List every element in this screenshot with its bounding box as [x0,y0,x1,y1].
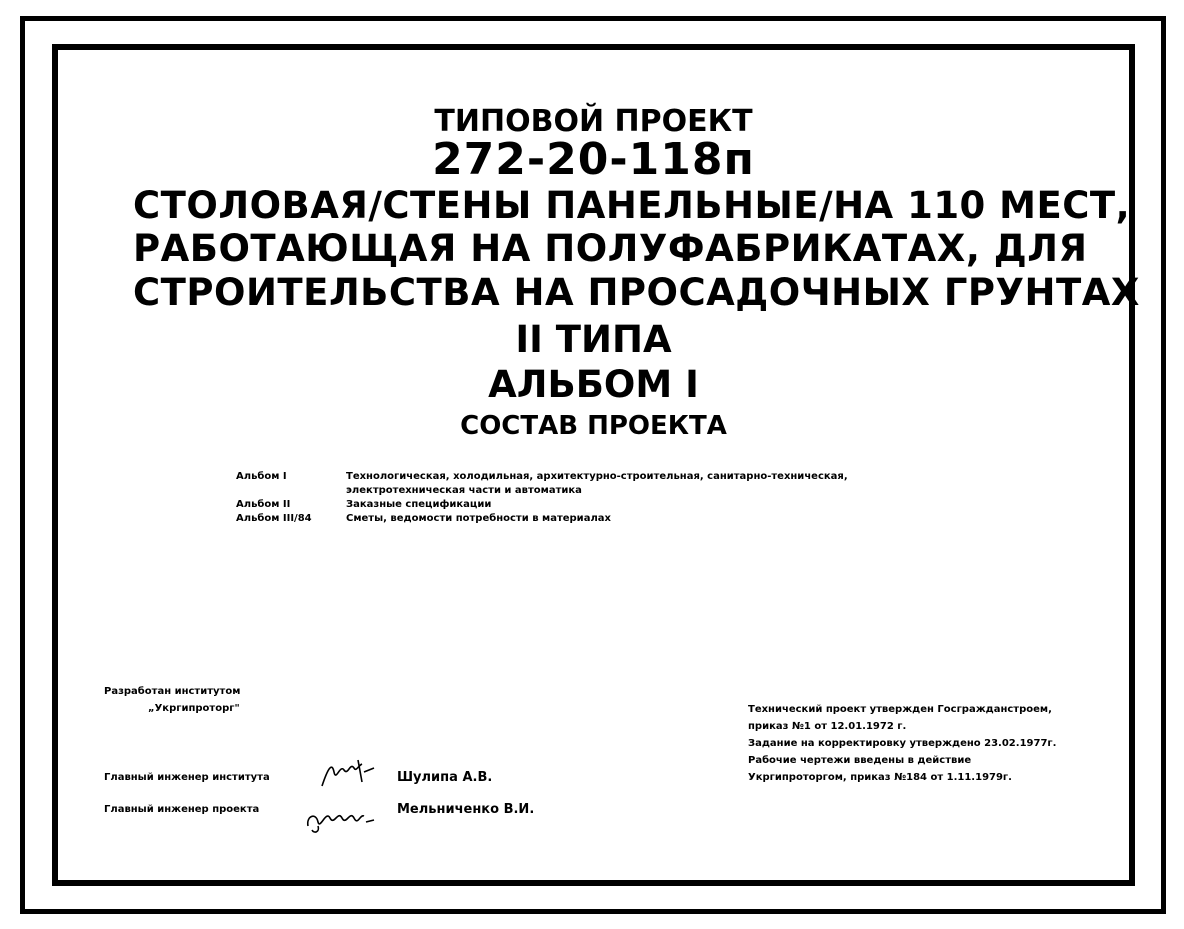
contents-album-label: Альбом II [236,499,291,510]
approval-line: Рабочие чертежи введены в действие [748,755,972,766]
title-line-2: РАБОТАЮЩАЯ НА ПОЛУФАБРИКАТАХ, ДЛЯ [133,227,1088,270]
title-line-1: СТОЛОВАЯ/СТЕНЫ ПАНЕЛЬНЫЕ/НА 110 МЕСТ, [133,184,1131,227]
approval-line: приказ №1 от 12.01.1972 г. [748,721,907,732]
contents-album-text: электротехническая части и автоматика [346,485,582,496]
signature-role-chief-engineer-institute: Главный инженер института [104,772,270,783]
soil-type-line: II ТИПА [515,318,672,361]
project-kicker: ТИПОВОЙ ПРОЕКТ [434,104,753,139]
approval-line: Задание на корректировку утверждено 23.02.1977г. [748,738,1057,749]
signature-image [318,758,376,794]
album-title: АЛЬБОМ I [488,363,699,406]
approval-block [748,701,1056,786]
contents-album-label: Альбом III/84 [236,513,312,524]
contents-album-text: Заказные спецификации [346,499,492,510]
developer-line-2: „Укргипроторг" [148,703,240,714]
title-line-3: СТРОИТЕЛЬСТВА НА ПРОСАДОЧНЫХ ГРУНТАХ [133,271,1140,314]
contents-album-text: Сметы, ведомости потребности в материалах [346,513,611,524]
approval-line: Технический проект утвержден Госгражданстроем, [748,704,1052,715]
signature-image [304,796,376,836]
contents-album-text: Технологическая, холодильная, архитектурно-строительная, санитарно-техническая, [346,471,848,482]
signature-name-chief-engineer-institute: Шулипа А.В. [397,770,493,785]
signature-role-chief-engineer-project: Главный инженер проекта [104,804,260,815]
developer-line-1: Разработан институтом [104,686,241,697]
signature-name-chief-engineer-project: Мельниченко В.И. [397,802,535,817]
section-title: СОСТАВ ПРОЕКТА [460,411,727,441]
contents-album-label: Альбом I [236,471,287,482]
approval-line: Укргипроторгом, приказ №184 от 1.11.1979г. [748,772,1012,783]
project-number: 272-20-118п [432,134,755,185]
